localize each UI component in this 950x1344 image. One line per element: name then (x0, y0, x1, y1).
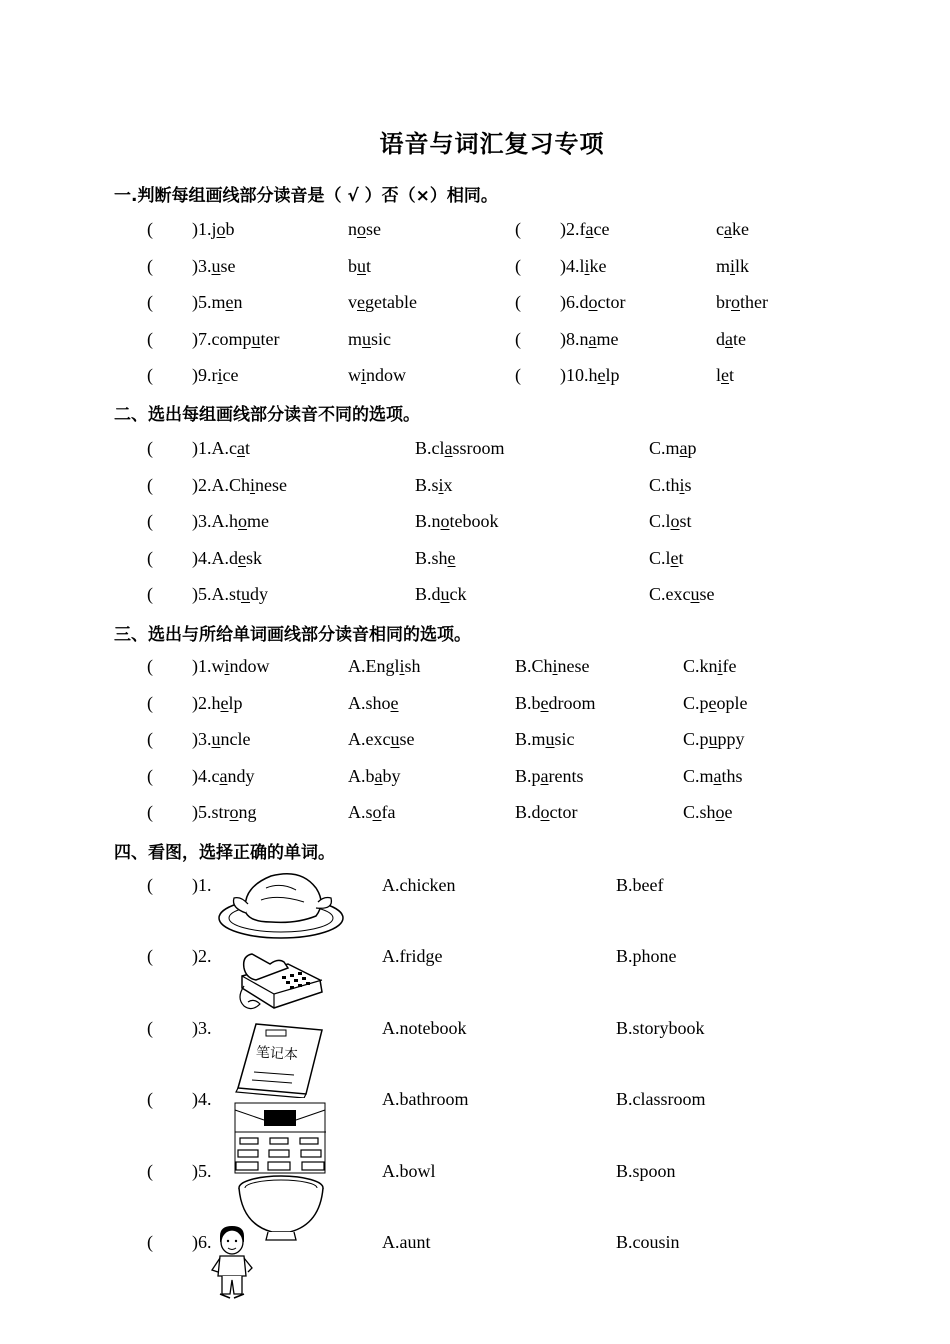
question-word-part: b (225, 219, 235, 239)
question-word-underlined: u (211, 255, 221, 276)
option-a-underlined: e (390, 692, 399, 713)
given-word-underlined: i (224, 656, 230, 676)
question-word-underlined: u (251, 328, 261, 349)
question-word (560, 218, 609, 240)
option-b-part: x (443, 474, 453, 495)
given-word (192, 801, 257, 823)
section4-heading: 四、看图，选择正确的单词。 (114, 843, 335, 863)
option-b-part: nese (557, 656, 590, 676)
given-word-part: ng (238, 802, 257, 822)
compare-word-underlined: a (724, 219, 732, 239)
question-number: )1. (192, 875, 212, 895)
compare-word-underlined: o (357, 219, 366, 239)
compare-word-part: w (348, 365, 361, 385)
answer-paren: ( (147, 365, 153, 385)
option-c-part: s (684, 474, 692, 495)
notebook-cover-text: 笔记本 (255, 1044, 299, 1064)
question-word (560, 328, 619, 350)
option-b (415, 583, 467, 605)
option-c-part: C.m (649, 438, 680, 458)
given-word-part: )1.w (192, 656, 225, 676)
compare-word-underlined: a (725, 328, 733, 349)
option-c (683, 728, 745, 750)
option-a-part: nese (255, 474, 287, 495)
question-word-underlined: e (225, 292, 234, 312)
compare-word-part: getable (365, 292, 417, 312)
option-a-part: A.b (348, 765, 375, 786)
question-word-underlined: a (585, 219, 594, 239)
option-a-part: se (399, 729, 415, 749)
option-b (515, 801, 578, 823)
given-word-part: ndy (227, 765, 255, 786)
option-c-underlined: i (717, 656, 723, 676)
option-b: B.spoon (616, 1161, 676, 1181)
option-b (515, 655, 590, 677)
question-word-underlined: e (597, 365, 606, 385)
answer-paren: ( (147, 219, 153, 239)
answer-paren: ( (147, 255, 153, 276)
option-b-underlined: a (444, 438, 453, 458)
option-a-underlined: i (250, 474, 256, 495)
question-word-part: ctor (597, 292, 626, 312)
given-word-underlined: e (220, 692, 229, 713)
option-c-underlined: u (708, 729, 718, 749)
option-c-underlined: o (715, 802, 725, 822)
question-word (560, 255, 607, 277)
option-c (649, 583, 714, 605)
option-a (348, 728, 414, 750)
answer-paren: ( (147, 729, 153, 749)
compare-word-part: v (348, 292, 357, 312)
question-number: )3. (192, 1018, 212, 1038)
option-b-part: ctor (549, 802, 578, 822)
option-b-underlined: i (438, 474, 444, 495)
option-b-underlined: e (540, 692, 549, 713)
question-word (192, 255, 236, 277)
option-a-part: dy (250, 584, 268, 604)
classroom-icon (234, 1102, 326, 1174)
option-a-underlined: a (236, 438, 245, 458)
option-a: A.chicken (382, 875, 456, 895)
option-c-part: C.m (683, 765, 714, 786)
option-c-underlined: o (670, 511, 680, 531)
answer-paren: ( (147, 511, 153, 531)
question-word-part: )6.d (560, 292, 589, 312)
option-b (515, 728, 575, 750)
compare-word-part: t (729, 365, 735, 385)
answer-paren: ( (515, 365, 521, 385)
option-b-underlined: u (545, 729, 555, 749)
given-word-underlined: a (219, 765, 228, 786)
option-c-underlined: a (679, 438, 688, 458)
compare-word-part: te (733, 328, 746, 349)
option-b-underlined: a (540, 765, 549, 786)
question-word-part: se (220, 255, 236, 276)
compare-word-underlined: u (362, 328, 372, 349)
option-c-part: C.p (683, 729, 709, 749)
option-a: A.fridge (382, 946, 443, 966)
question-word-part: )9.r (192, 365, 218, 385)
question-word-part: )3. (192, 255, 212, 276)
option-c (649, 547, 684, 569)
question-word-underlined: i (584, 255, 590, 276)
compare-word (716, 291, 768, 313)
compare-word-part: se (366, 219, 381, 239)
option-a: A.bowl (382, 1161, 436, 1181)
answer-paren: ( (147, 802, 153, 822)
option-c (649, 474, 692, 496)
option-c (683, 692, 748, 714)
option-b (415, 547, 456, 569)
compare-word (348, 218, 381, 240)
option-b-part: B.n (415, 511, 441, 531)
option-b-part: B.cl (415, 438, 445, 458)
given-word (192, 655, 270, 677)
option-c-part: ths (721, 765, 743, 786)
option-a-underlined: u (241, 584, 250, 604)
compare-word-underlined: o (731, 292, 740, 312)
option-c-underlined: i (679, 474, 685, 495)
answer-paren: ( (147, 547, 153, 568)
roast-chicken-icon (216, 868, 346, 942)
answer-paren: ( (147, 1089, 153, 1109)
option-b-part: ck (449, 584, 467, 604)
question-word-underlined: o (216, 219, 226, 239)
compare-word-part: ndow (366, 365, 407, 385)
answer-paren: ( (147, 1161, 153, 1181)
option-b-part: B.s (415, 474, 439, 495)
given-word-underlined: u (211, 729, 221, 749)
answer-paren: ( (147, 1018, 153, 1038)
option-b-part: rents (548, 765, 584, 786)
given-word-part: ndow (229, 656, 270, 676)
option-a (192, 474, 287, 496)
option-c-part: C.kn (683, 656, 718, 676)
compare-word (716, 328, 746, 350)
option-a-underlined: o (372, 802, 382, 822)
question-word-part: me (596, 328, 619, 349)
answer-paren: ( (147, 584, 153, 604)
option-b-underlined: o (540, 802, 550, 822)
compare-word-underlined: e (721, 365, 730, 385)
option-a: A.bathroom (382, 1089, 469, 1109)
question-word-underlined: a (588, 328, 597, 349)
option-a-part: )4.A.d (192, 547, 238, 568)
answer-paren: ( (147, 875, 153, 895)
question-word-part: )5.m (192, 292, 226, 312)
given-word-part: )5.str (192, 802, 230, 822)
option-a-part: sh (404, 656, 421, 676)
option-a (348, 765, 401, 787)
compare-word (348, 255, 371, 277)
answer-paren: ( (147, 946, 153, 966)
compare-word-underlined: u (357, 255, 366, 276)
option-c-part: ople (716, 692, 748, 713)
question-number: )5. (192, 1161, 212, 1181)
option-c (649, 437, 697, 459)
answer-paren: ( (147, 292, 153, 312)
given-word-part: )4.c (192, 765, 220, 786)
compare-word-part: lk (735, 255, 750, 276)
question-word (192, 218, 235, 240)
option-c (683, 765, 743, 787)
answer-paren: ( (515, 292, 521, 312)
option-b-underlined: u (440, 584, 450, 604)
question-word-part: ce (222, 365, 239, 385)
question-word (192, 364, 239, 386)
option-b-part: tebook (449, 511, 499, 531)
option-c-underlined: a (713, 765, 722, 786)
option-b: B.classroom (616, 1089, 706, 1109)
option-c (649, 510, 692, 532)
option-a-part: t (244, 438, 250, 458)
compare-word-underlined: i (730, 255, 736, 276)
given-word-part: )2.h (192, 692, 221, 713)
question-word-part: )10.h (560, 365, 598, 385)
option-a: A.notebook (382, 1018, 467, 1038)
page-title: 语音与词汇复习专项 (379, 130, 605, 158)
option-b (415, 437, 505, 459)
option-c-part: C.l (649, 547, 671, 568)
compare-word-part: c (716, 219, 724, 239)
question-word-part: )7.comp (192, 328, 252, 349)
given-word-part: lp (228, 692, 243, 713)
option-a-part: A.exc (348, 729, 391, 749)
question-number: )4. (192, 1089, 212, 1109)
compare-word-part: sic (371, 328, 392, 349)
question-word-part: ce (593, 219, 610, 239)
question-word-part: )1.j (192, 219, 217, 239)
option-a-part: sk (246, 547, 263, 568)
option-a-underlined: i (399, 656, 405, 676)
option-b-part: B.sh (415, 547, 448, 568)
answer-paren: ( (147, 474, 153, 495)
question-word-part: n (233, 292, 243, 312)
answer-paren: ( (515, 219, 521, 239)
question-word-part: ke (589, 255, 607, 276)
option-a-part: )5.A.st (192, 584, 241, 604)
option-c-part: p (687, 438, 697, 458)
option-c-part: fe (722, 656, 737, 676)
section1-heading: 一.判断每组画线部分读音是（ √ ）否（×）相同。 (114, 186, 498, 206)
option-a (192, 510, 269, 532)
option-b: B.cousin (616, 1232, 680, 1252)
compare-word (348, 291, 417, 313)
compare-word-part: m (716, 255, 731, 276)
compare-word-part: br (716, 292, 731, 312)
answer-paren: ( (515, 255, 521, 276)
option-a: A.aunt (382, 1232, 431, 1252)
option-c-part: ppy (717, 729, 745, 749)
compare-word (716, 255, 749, 277)
given-word-part: ncle (220, 729, 251, 749)
question-word-underlined: o (588, 292, 598, 312)
option-a-part: )3.A.h (192, 511, 238, 531)
option-a (348, 655, 421, 677)
boy-icon (210, 1224, 256, 1302)
option-c-part: C.exc (649, 584, 691, 604)
option-b-part: droom (548, 692, 596, 713)
option-b-part: B.m (515, 729, 546, 749)
option-c-part: C.l (649, 511, 671, 531)
option-b-underlined: e (447, 547, 456, 568)
option-b-part: B.Ch (515, 656, 553, 676)
compare-word (716, 364, 734, 386)
option-a-part: by (382, 765, 401, 786)
question-word (192, 291, 243, 313)
compare-word-part: n (348, 219, 357, 239)
option-a-part: A.Engl (348, 656, 400, 676)
option-b (415, 474, 453, 496)
option-c-part: st (679, 511, 692, 531)
option-b-part: B.d (515, 802, 541, 822)
option-b-part: sic (554, 729, 575, 749)
answer-paren: ( (147, 1232, 153, 1252)
option-c-underlined: e (670, 547, 679, 568)
option-a-underlined: o (238, 511, 247, 531)
notebook-icon (234, 1020, 326, 1098)
question-number: )6. (192, 1232, 212, 1252)
compare-word (348, 328, 391, 350)
option-a-part: )2.A.Ch (192, 474, 250, 495)
option-c (683, 801, 733, 823)
option-b: B.storybook (616, 1018, 705, 1038)
option-a-underlined: e (238, 547, 246, 568)
option-b: B.beef (616, 875, 664, 895)
option-c-part: C.p (683, 692, 709, 713)
option-a (192, 547, 262, 569)
compare-word-part: ke (732, 219, 749, 239)
option-c-underlined: u (690, 584, 700, 604)
question-word (560, 291, 625, 313)
option-b-underlined: o (440, 511, 450, 531)
option-a-part: fa (381, 802, 396, 822)
compare-word-part: ther (740, 292, 768, 312)
section2-heading: 二、选出每组画线部分读音不同的选项。 (114, 405, 420, 425)
question-word (192, 328, 279, 350)
question-word (560, 364, 620, 386)
option-c-part: t (678, 547, 684, 568)
option-c (683, 655, 737, 677)
compare-word-part: d (716, 328, 725, 349)
compare-word-part: t (366, 255, 372, 276)
option-a (348, 692, 399, 714)
option-b-part: B.p (515, 765, 541, 786)
answer-paren: ( (147, 656, 153, 676)
given-word-underlined: o (229, 802, 239, 822)
compare-word-underlined: e (357, 292, 365, 312)
option-b (415, 510, 499, 532)
option-b (515, 765, 584, 787)
option-a (192, 583, 268, 605)
option-a-part: me (247, 511, 269, 531)
section3-heading: 三、选出与所给单词画线部分读音相同的选项。 (114, 625, 471, 645)
answer-paren: ( (147, 765, 153, 786)
option-b: B.phone (616, 946, 677, 966)
question-word-part: lp (605, 365, 620, 385)
compare-word-part: l (716, 365, 722, 385)
question-word-part: )2.f (560, 219, 586, 239)
question-number: )2. (192, 946, 212, 966)
option-c-part: se (699, 584, 715, 604)
question-word-part: ter (260, 328, 280, 349)
option-b-part: B.b (515, 692, 541, 713)
option-a-part: A.s (348, 802, 373, 822)
option-b (515, 692, 596, 714)
option-a-underlined: u (390, 729, 400, 749)
option-a (192, 437, 250, 459)
question-word-part: )4.l (560, 255, 585, 276)
telephone-icon (234, 946, 326, 1016)
question-word-part: )8.n (560, 328, 589, 349)
option-b-underlined: i (552, 656, 558, 676)
option-a-part: )1.A.c (192, 438, 237, 458)
option-a (348, 801, 396, 823)
compare-word-part: b (348, 255, 357, 276)
option-a-part: A.sho (348, 692, 391, 713)
answer-paren: ( (147, 692, 153, 713)
option-c-part: C.th (649, 474, 680, 495)
given-word-part: )3. (192, 729, 212, 749)
given-word (192, 765, 254, 787)
given-word (192, 728, 250, 750)
compare-word-part: m (348, 328, 363, 349)
answer-paren: ( (147, 438, 153, 458)
compare-word-underlined: i (361, 365, 367, 385)
answer-paren: ( (147, 328, 153, 349)
option-b-part: B.d (415, 584, 441, 604)
option-b-part: ssroom (452, 438, 505, 458)
option-a-underlined: a (374, 765, 383, 786)
option-c-part: e (724, 802, 733, 822)
compare-word (716, 218, 749, 240)
question-word-underlined: i (217, 365, 223, 385)
answer-paren: ( (515, 328, 521, 349)
option-c-part: C.sh (683, 802, 716, 822)
option-c-underlined: e (708, 692, 717, 713)
given-word (192, 692, 243, 714)
compare-word (348, 364, 406, 386)
